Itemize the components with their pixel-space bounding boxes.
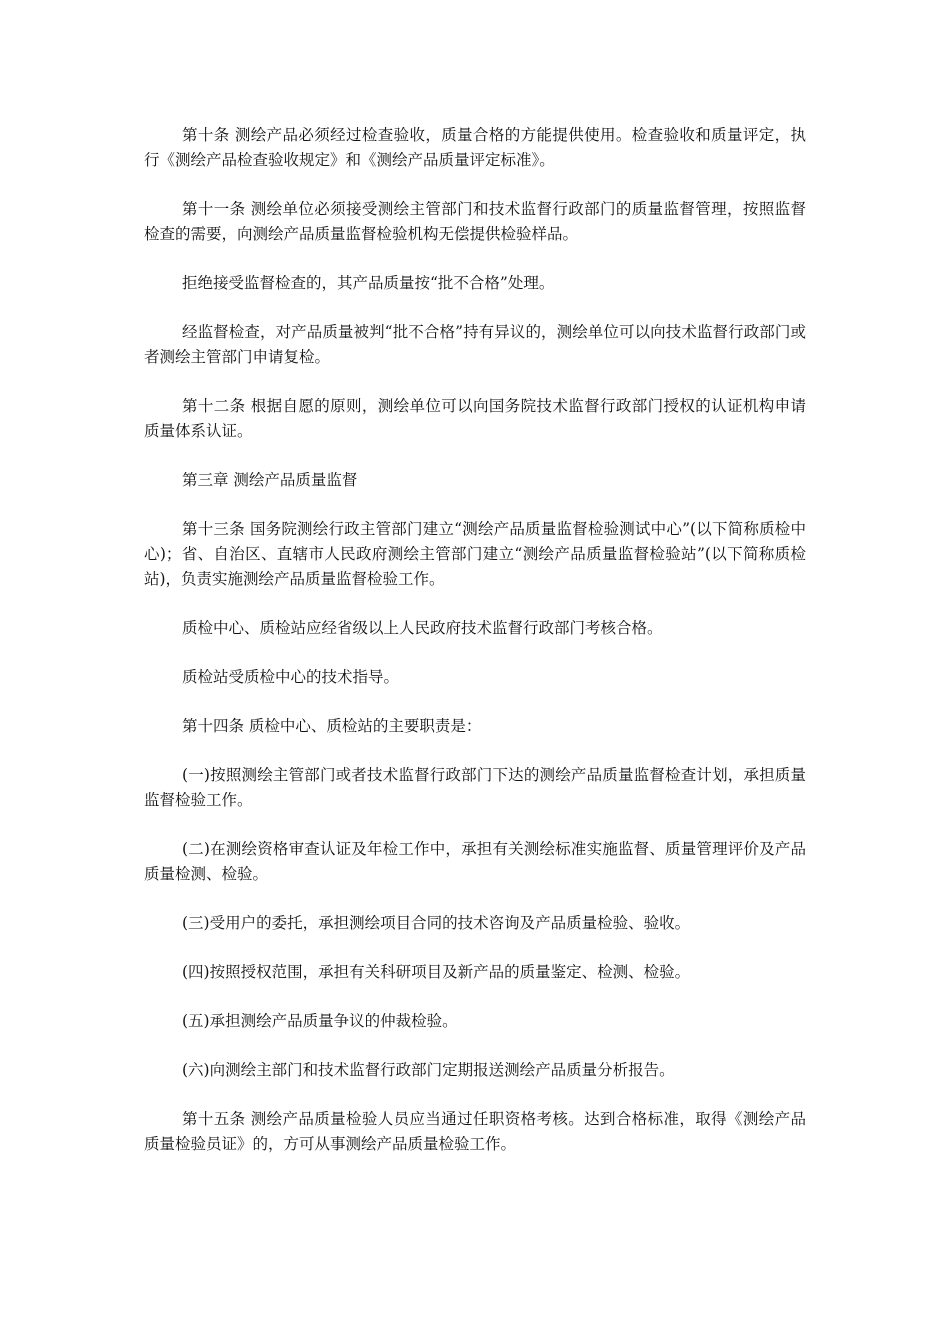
chapter-3-heading: 第三章 测绘产品质量监督 [182, 471, 358, 489]
article-14-item-1: (一)按照测绘主管部门或者技术监督行政部门下达的测绘产品质量监督检查计划，承担质量监督检验工作。 [144, 766, 806, 809]
article-14: 第十四条 质检中心、质检站的主要职责是： [182, 717, 482, 735]
article-14-item-3: (三)受用户的委托，承担测绘项目合同的技术咨询及产品质量检验、验收。 [182, 914, 691, 932]
article-14-item-4: (四)按照授权范围，承担有关科研项目及新产品的质量鉴定、检测、检验。 [182, 963, 691, 981]
document-body [144, 123, 806, 1181]
article-14-item-6: (六)向测绘主部门和技术监督行政部门定期报送测绘产品质量分析报告。 [182, 1061, 675, 1079]
article-13-guidance-clause: 质检站受质检中心的技术指导。 [182, 668, 400, 686]
article-13: 第十三条 国务院测绘行政主管部门建立“测绘产品质量监督检验测试中心”(以下简称质检中心)；省、自治区、直辖市人民政府测绘主管部门建立“测绘产品质量监督检验站”(以下简称质检站)，负责实施测绘产品质量监督检验工作。 [144, 520, 806, 588]
article-15: 第十五条 测绘产品质量检验人员应当通过任职资格考核。达到合格标准，取得《测绘产品质量检验员证》的，方可从事测绘产品质量检验工作。 [144, 1110, 806, 1153]
article-14-item-2: (二)在测绘资格审查认证及年检工作中，承担有关测绘标准实施监督、质量管理评价及产品质量检测、检验。 [144, 840, 806, 883]
article-13-assessment-clause: 质检中心、质检站应经省级以上人民政府技术监督行政部门考核合格。 [182, 619, 663, 637]
article-11-refusal-clause: 拒绝接受监督检查的，其产品质量按“批不合格”处理。 [182, 274, 555, 292]
article-11-recheck-clause: 经监督检查，对产品质量被判“批不合格”持有异议的，测绘单位可以向技术监督行政部门或者测绘主管部门申请复检。 [144, 323, 806, 366]
article-10: 第十条 测绘产品必须经过检查验收，质量合格的方能提供使用。检查验收和质量评定，执行《测绘产品检查验收规定》和《测绘产品质量评定标准》。 [144, 126, 806, 169]
article-12: 第十二条 根据自愿的原则，测绘单位可以向国务院技术监督行政部门授权的认证机构申请质量体系认证。 [144, 397, 806, 440]
article-14-item-5: (五)承担测绘产品质量争议的仲裁检验。 [182, 1012, 458, 1030]
article-11: 第十一条 测绘单位必须接受测绘主管部门和技术监督行政部门的质量监督管理，按照监督检查的需要，向测绘产品质量监督检验机构无偿提供检验样品。 [144, 200, 806, 243]
